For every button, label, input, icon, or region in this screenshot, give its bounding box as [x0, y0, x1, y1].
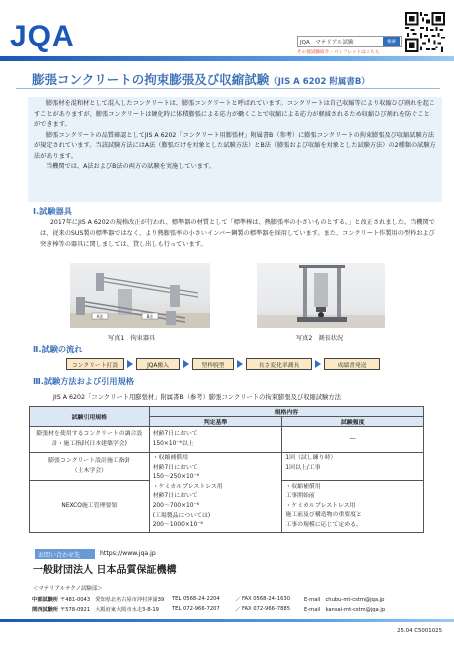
- search-button[interactable]: 検索: [383, 37, 400, 46]
- cell-spec: NEXCO施工管理要領: [30, 481, 150, 532]
- photo-length-measurement: [257, 263, 385, 328]
- header-content: 規格内容: [149, 407, 423, 417]
- flow-step-measurement: 長さ変化率測長: [246, 358, 312, 370]
- footer-rule: [0, 619, 454, 622]
- organization-name: 一般財団法人 日本品質保証機構: [33, 565, 177, 576]
- qr-code-icon: [405, 12, 445, 52]
- search-box: [297, 36, 402, 47]
- cell-spec: 膨張コンクリート設計施工指針 （土木学会）: [30, 453, 150, 481]
- title-sub: （JIS A 6202 附属書B）: [269, 77, 370, 87]
- cell-spec: 膨張材を使用するコンクリートの調合設計・施工指針(日本建築学会): [30, 427, 150, 453]
- office-chubu: 中部試験所 〒481-0043 愛知県北名古屋市沖村沖浦39 TEL 0568-24-2204 ／ FAX 0568-24-1630 E-mail chubu-mt-cstm@jqa.jp: [32, 596, 432, 603]
- cell-criteria: 材齢7日において 150×10⁻⁶以上: [149, 427, 282, 453]
- document-code: 25.04 C5001025: [397, 628, 442, 634]
- section-text-equipment: 2017年にJIS A 6202の規格改正が行われ、標準器の材質として「標準棒は、熱膨張率の小さいものとする。」と改正されました。当機関では、従来のSUS製の標準器ではなく、より熱膨張率の小さいインバー鋼製の標準器を採用しています。また、コンクリート作製用の型枠および突き棒等の器具に関しましては、貸し出しも行っています。: [40, 219, 435, 248]
- page-title: [32, 70, 370, 88]
- cell-criteria: ・収縮補償用 材齢7日において 150～250×10⁻⁶ ・ケミカルプレストレス用 材齢7日において 200～700×10⁻⁶ (工場製品については) 200～1000×10⁻⁶: [149, 453, 282, 533]
- cell-frequency: ・収縮補償用 工事開始前 ・ケミカルプレストレス用 施工前及び構造物の重要度と 工事の規模に応じて定める。: [282, 481, 424, 532]
- photo-label-method-a: A法: [96, 314, 104, 319]
- flow-step-casting: コンクリート打設: [66, 358, 124, 370]
- photo-restraint-device: [70, 263, 210, 328]
- intro-paragraph: 膨張材を混和材として混入したコンクリートは、膨張コンクリートと呼ばれています。コンクリートは自己収縮等により収縮ひび割れを起こすことがありますが、膨張コンクリートは硬化時に体積膨張による応力が働くことで収縮による応力が軽減されるため収縮ひび割れを防ぐことができます。: [34, 100, 435, 128]
- restraint-device-illustration: [70, 263, 210, 328]
- email-link[interactable]: E-mail kansai-mt-cstm@jqa.jp: [304, 607, 386, 613]
- standards-table: [29, 406, 424, 533]
- photo2-caption: 写真2 測長状況: [296, 335, 344, 342]
- flow-arrow-icon: [315, 360, 321, 368]
- photo-label-method-b: B法: [146, 314, 154, 319]
- section-heading-equipment: Ⅰ.試験器具: [33, 206, 72, 216]
- flow-arrow-icon: [183, 360, 189, 368]
- contact-url-link[interactable]: https://www.jqa.jp: [100, 550, 156, 557]
- table-row: [30, 427, 424, 453]
- section-heading-methods: Ⅲ.試験方法および引用規格: [33, 376, 134, 386]
- title-main: 膨張コンクリートの拘束膨張及び収縮試験: [32, 72, 270, 87]
- intro-paragraph: 膨張コンクリートの品質確認としてJIS A 6202「コンクリート用膨張材」附属書B（参考）に膨張コンクリートの拘束膨張及び収縮試験方法が規定されています。当該試験方法にはA法（膨張だけを対象とした試験方法）とB法（膨張および収縮を対象とした試験方法）の2種類の試験方法があります。: [34, 131, 436, 160]
- length-measurement-illustration: [257, 263, 385, 328]
- search-note-link[interactable]: その他試験紹介・パンフレットはこちら: [297, 50, 380, 55]
- cell-frequency: 1回（試し練り時） 1回以上/工事: [282, 453, 424, 481]
- intro-paragraph: 当機関では、A法およびB法の両方の試験を実施しています。: [46, 163, 215, 170]
- title-rule: [16, 88, 440, 89]
- flow-arrow-icon: [127, 360, 133, 368]
- section-heading-flow: Ⅱ.試験の流れ: [33, 344, 83, 354]
- intro-box: [28, 97, 442, 202]
- header-bar: [0, 56, 454, 61]
- email-link[interactable]: E-mail chubu-mt-cstm@jqa.jp: [304, 597, 385, 603]
- flow-arrow-icon: [237, 360, 243, 368]
- flow-step-delivery: JQA搬入: [136, 358, 180, 370]
- table-row: [30, 453, 424, 481]
- header-spec: 試験引用規格: [30, 407, 150, 427]
- flow-step-demolding: 型枠脱型: [192, 358, 234, 370]
- cell-frequency: ―: [282, 427, 424, 453]
- flow-step-report: 成績書発送: [324, 358, 380, 370]
- contact-label: お問い合わせ先: [35, 549, 95, 559]
- photo1-caption: 写真1 拘束器具: [108, 335, 156, 342]
- table-title: JIS A 6202「コンクリート用膨張材」附属書B（参考）膨張コンクリートの拘束膨張及び収縮試験方法: [53, 394, 341, 401]
- office-kansai: 関西試験所 〒578-0921 大阪府東大阪市水走3-8-19 TEL 072-966-7207 ／ FAX 072-966-7885 E-mail kansai-mt-cstm@jqa.jp: [32, 606, 432, 613]
- search-input[interactable]: [298, 39, 383, 45]
- header-frequency: 試験頻度: [282, 417, 424, 427]
- department-name: ＜マテリアルテクノ試験部＞: [33, 586, 103, 592]
- jqa-logo[interactable]: JQA: [10, 20, 75, 53]
- header-criteria: 判定基準: [149, 417, 282, 427]
